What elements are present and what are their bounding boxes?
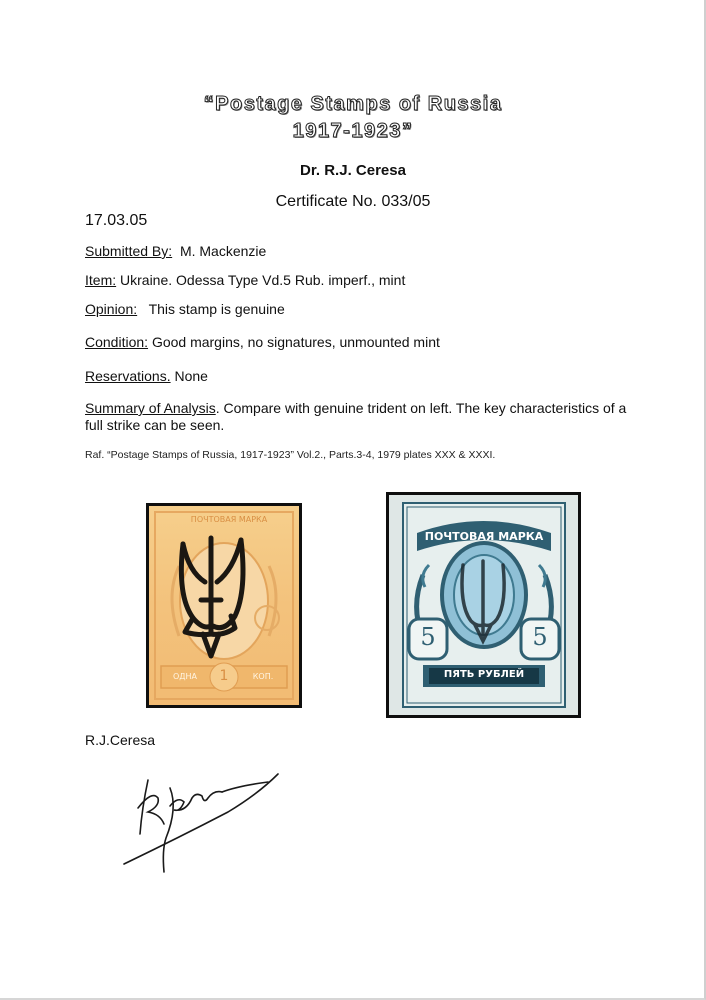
summary-label: Summary of Analysis xyxy=(85,400,216,416)
condition-value: Good margins, no signatures, unmounted mint xyxy=(151,334,440,350)
item-value: Ukraine. Odessa Type Vd.5 Rub. imperf., mint xyxy=(120,272,406,288)
opinion-row xyxy=(85,301,285,317)
summary-paragraph xyxy=(85,400,645,434)
stamp-right-artwork xyxy=(389,495,578,715)
item-row xyxy=(85,272,405,288)
title-line-1: “Postage Stamps of Russia xyxy=(203,93,503,115)
condition-label: Condition: xyxy=(85,334,149,350)
stamp-right-value-right: 5 xyxy=(532,623,548,651)
item-label: Item: xyxy=(85,272,117,288)
stamp-left-top-text: ПОЧТОВАЯ МАРКА xyxy=(190,515,268,524)
stamp-image-right xyxy=(386,492,581,718)
stamp-left-bottom-right: КОП. xyxy=(252,672,274,681)
submitted-row xyxy=(85,243,266,259)
signatory-name: R.J.Ceresa xyxy=(85,732,156,748)
stamp-image-left xyxy=(146,503,302,708)
certificate-number: Certificate No. 033/05 xyxy=(275,193,431,210)
submitted-label: Submitted By: xyxy=(85,243,173,259)
opinion-value: This stamp is genuine xyxy=(148,301,285,317)
stamp-right-bottom-text: ПЯТЬ РУБЛЕЙ xyxy=(443,669,525,680)
reservations-row xyxy=(85,368,208,384)
opinion-label: Opinion: xyxy=(85,301,138,317)
condition-row xyxy=(85,334,440,350)
reference-note: Raf. “Postage Stamps of Russia, 1917-1923” Vol.2., Parts.3-4, 1979 plates XXX & XXXI. xyxy=(85,449,496,461)
reservations-label: Reservations. xyxy=(85,368,171,384)
stamp-left-value: 1 xyxy=(219,668,229,684)
stamp-left-bottom-left: ОДНА xyxy=(172,672,198,681)
stamp-right-top-text: ПОЧТОВАЯ МАРКА xyxy=(424,530,544,543)
handwritten-signature xyxy=(118,768,288,878)
author-name: Dr. R.J. Ceresa xyxy=(300,162,406,179)
reservations-value: None xyxy=(174,368,208,384)
submitted-value: M. Mackenzie xyxy=(179,243,267,259)
summary-value: . Compare with genuine trident on left. The key characteristics of a full strike can be seen. xyxy=(85,400,627,433)
title-line-2: 1917-1923” xyxy=(292,120,414,142)
stamp-right-value-left: 5 xyxy=(420,623,436,651)
certificate-date: 17.03.05 xyxy=(85,212,148,229)
